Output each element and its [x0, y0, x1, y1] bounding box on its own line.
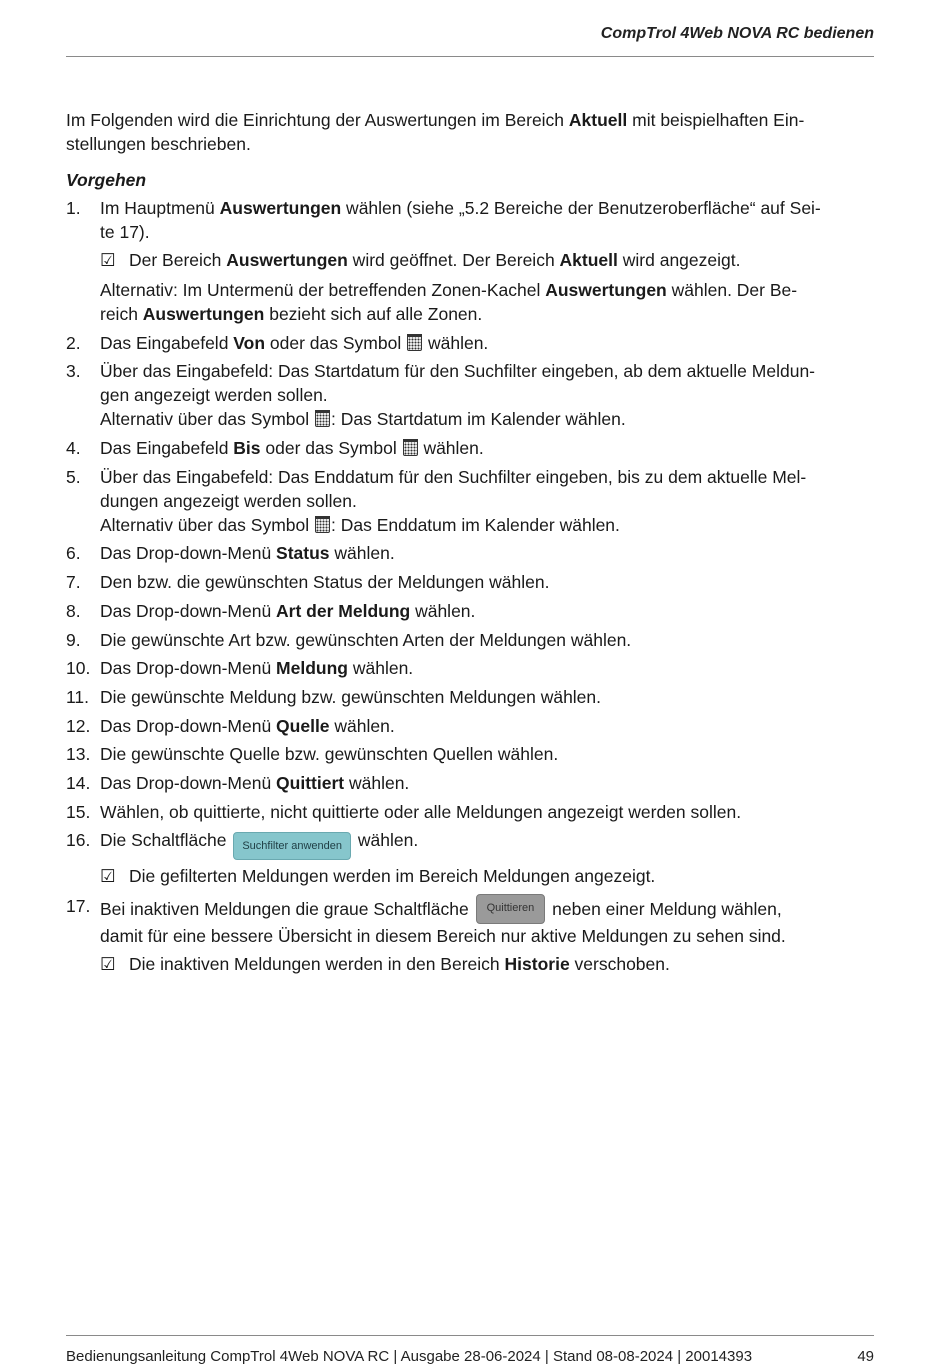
step-number: 14.	[66, 772, 91, 793]
step-1-alternative	[100, 278, 866, 326]
step-16-result	[100, 864, 866, 888]
step-bold: Auswertungen	[219, 198, 342, 218]
intro-bold: Aktuell	[568, 110, 628, 130]
step-number: 11.	[66, 686, 90, 707]
header-title: CompTrol 4Web NOVA RC bedienen	[600, 25, 874, 42]
step-text: Das Eingabefeld	[100, 332, 234, 353]
alt-text: Alternativ: Im Untermenü der betreffenden Zonen-Kachel	[100, 280, 546, 300]
step-14	[66, 771, 866, 795]
step-text: Alternativ über das Symbol	[100, 514, 314, 535]
step-2	[66, 331, 866, 355]
step-text: wählen.	[418, 438, 484, 459]
step-text: oder das Symbol	[265, 332, 407, 353]
step-17-result	[100, 952, 866, 976]
step-7	[66, 570, 866, 594]
step-text: Den bzw. die gewünschten Status der Meldungen wählen.	[100, 572, 550, 593]
footer-divider	[66, 1335, 874, 1336]
step-10	[66, 656, 866, 680]
step-text: Bei inaktiven Meldungen die graue Schaltfläche	[100, 899, 474, 920]
step-number: 5.	[66, 466, 81, 487]
step-17	[66, 894, 866, 976]
step-bold: Bis	[233, 438, 261, 459]
checkbox-checked-icon: ☑	[100, 250, 116, 270]
step-9	[66, 628, 866, 652]
intro-text-line2: stellungen beschrieben.	[66, 134, 251, 154]
step-11	[66, 685, 866, 709]
result-text: verschoben.	[569, 954, 670, 975]
acknowledge-button[interactable]: Quittieren	[476, 894, 546, 924]
step-1-result	[100, 248, 866, 272]
step-text: Über das Eingabefeld: Das Enddatum für den Suchfilter eingeben, bis zu dem aktuelle Mel-	[100, 466, 807, 487]
step-3	[66, 359, 866, 431]
checkbox-checked-icon: ☑	[100, 866, 116, 887]
step-bold: Art der Meldung	[276, 600, 411, 621]
section-title: Vorgehen	[66, 170, 147, 190]
step-bold: Quelle	[276, 715, 330, 736]
step-number: 13.	[66, 744, 91, 765]
step-text: wählen.	[329, 715, 395, 736]
step-bold: Quittiert	[276, 772, 345, 793]
header-divider	[66, 56, 874, 57]
step-text: wählen.	[347, 658, 414, 679]
step-text: dungen angezeigt werden sollen.	[100, 490, 357, 511]
result-text: Die inaktiven Meldungen werden in den Bereich	[129, 954, 505, 975]
step-text: : Das Startdatum im Kalender wählen.	[331, 409, 626, 430]
step-4	[66, 436, 866, 460]
step-6	[66, 541, 866, 565]
step-number: 4.	[66, 438, 81, 459]
step-text: wählen.	[329, 543, 395, 564]
step-text: Das Drop-down-Menü	[100, 715, 277, 736]
step-text: wählen.	[353, 830, 419, 851]
step-bold: Von	[233, 332, 266, 353]
result-bold: Aktuell	[559, 250, 618, 270]
step-number: 1.	[66, 198, 81, 218]
step-text: Im Hauptmenü	[100, 198, 220, 218]
step-text: Das Drop-down-Menü	[100, 600, 277, 621]
alt-bold: Auswertungen	[545, 280, 667, 300]
step-number: 16.	[66, 830, 91, 851]
step-15	[66, 800, 866, 824]
calendar-icon	[403, 439, 418, 456]
step-16	[66, 828, 866, 888]
step-text: Das Drop-down-Menü	[100, 658, 277, 679]
alt-text: bezieht sich auf alle Zonen.	[264, 304, 483, 324]
step-number: 10.	[66, 658, 91, 679]
step-text: wählen.	[423, 332, 489, 353]
calendar-icon	[407, 334, 422, 351]
footer-text: Bedienungsanleitung CompTrol 4Web NOVA RC | Ausgabe 28-06-2024 | Stand 08-08-2024 | 20014393	[66, 1348, 753, 1365]
step-text: : Das Enddatum im Kalender wählen.	[331, 514, 620, 535]
calendar-icon	[315, 410, 330, 427]
step-text: neben einer Meldung wählen,	[547, 899, 782, 920]
step-text: gen angezeigt werden sollen.	[100, 385, 328, 406]
step-number: 3.	[66, 361, 81, 382]
intro-text-end: mit beispielhaften Ein-	[627, 110, 805, 130]
step-text: Die Schaltfläche	[100, 830, 232, 851]
alt-text: reich	[100, 304, 143, 324]
apply-search-filter-button[interactable]: Suchfilter anwenden	[233, 832, 351, 860]
main-content	[66, 108, 866, 982]
alt-bold: Auswertungen	[142, 304, 265, 324]
step-text: Wählen, ob quittierte, nicht quittierte oder alle Meldungen angezeigt werden sollen.	[100, 801, 742, 822]
alt-text: wählen. Der Be-	[666, 280, 798, 300]
step-13	[66, 742, 866, 766]
intro-paragraph	[66, 108, 866, 156]
step-number: 15.	[66, 801, 91, 822]
step-text: Das Drop-down-Menü	[100, 543, 277, 564]
step-text: Die gewünschte Meldung bzw. gewünschten Meldungen wählen.	[100, 686, 602, 707]
step-number: 8.	[66, 600, 81, 621]
step-text: wählen (siehe „5.2 Bereiche der Benutzeroberfläche“ auf Sei-	[341, 198, 821, 218]
result-text: wird angezeigt.	[617, 250, 741, 270]
step-text: Alternativ über das Symbol	[100, 409, 314, 430]
step-text: wählen.	[344, 772, 410, 793]
step-12	[66, 714, 866, 738]
step-text: damit für eine bessere Übersicht in diesem Bereich nur aktive Meldungen zu sehen sind.	[100, 926, 786, 947]
step-number: 7.	[66, 572, 81, 593]
step-text: Das Drop-down-Menü	[100, 772, 277, 793]
step-1	[66, 196, 866, 326]
result-bold: Auswertungen	[226, 250, 348, 270]
step-number: 2.	[66, 332, 81, 353]
step-number: 17.	[66, 896, 91, 917]
step-text: wählen.	[410, 600, 476, 621]
result-text: Die gefilterten Meldungen werden im Bereich Meldungen angezeigt.	[129, 866, 656, 887]
result-bold: Historie	[504, 954, 570, 975]
step-text: Die gewünschte Art bzw. gewünschten Arten der Meldungen wählen.	[100, 629, 632, 650]
step-bold: Status	[276, 543, 330, 564]
intro-text: Im Folgenden wird die Einrichtung der Auswertungen im Bereich	[66, 110, 569, 130]
step-text: oder das Symbol	[260, 438, 402, 459]
step-number: 9.	[66, 629, 81, 650]
result-text: wird geöffnet. Der Bereich	[347, 250, 560, 270]
step-bold: Meldung	[276, 658, 348, 679]
page-number: 49	[857, 1348, 874, 1365]
step-number: 6.	[66, 543, 81, 564]
checkbox-checked-icon: ☑	[100, 954, 116, 975]
step-text: te 17).	[100, 222, 150, 242]
result-text: Der Bereich	[129, 250, 227, 270]
step-5	[66, 465, 866, 537]
step-8	[66, 599, 866, 623]
step-text: Über das Eingabefeld: Das Startdatum für den Suchfilter eingeben, ab dem aktuelle Meldun-	[100, 361, 816, 382]
steps-list	[66, 196, 866, 976]
step-text: Die gewünschte Quelle bzw. gewünschten Quellen wählen.	[100, 744, 559, 765]
step-number: 12.	[66, 715, 91, 736]
calendar-icon	[315, 516, 330, 533]
step-text: Das Eingabefeld	[100, 438, 234, 459]
